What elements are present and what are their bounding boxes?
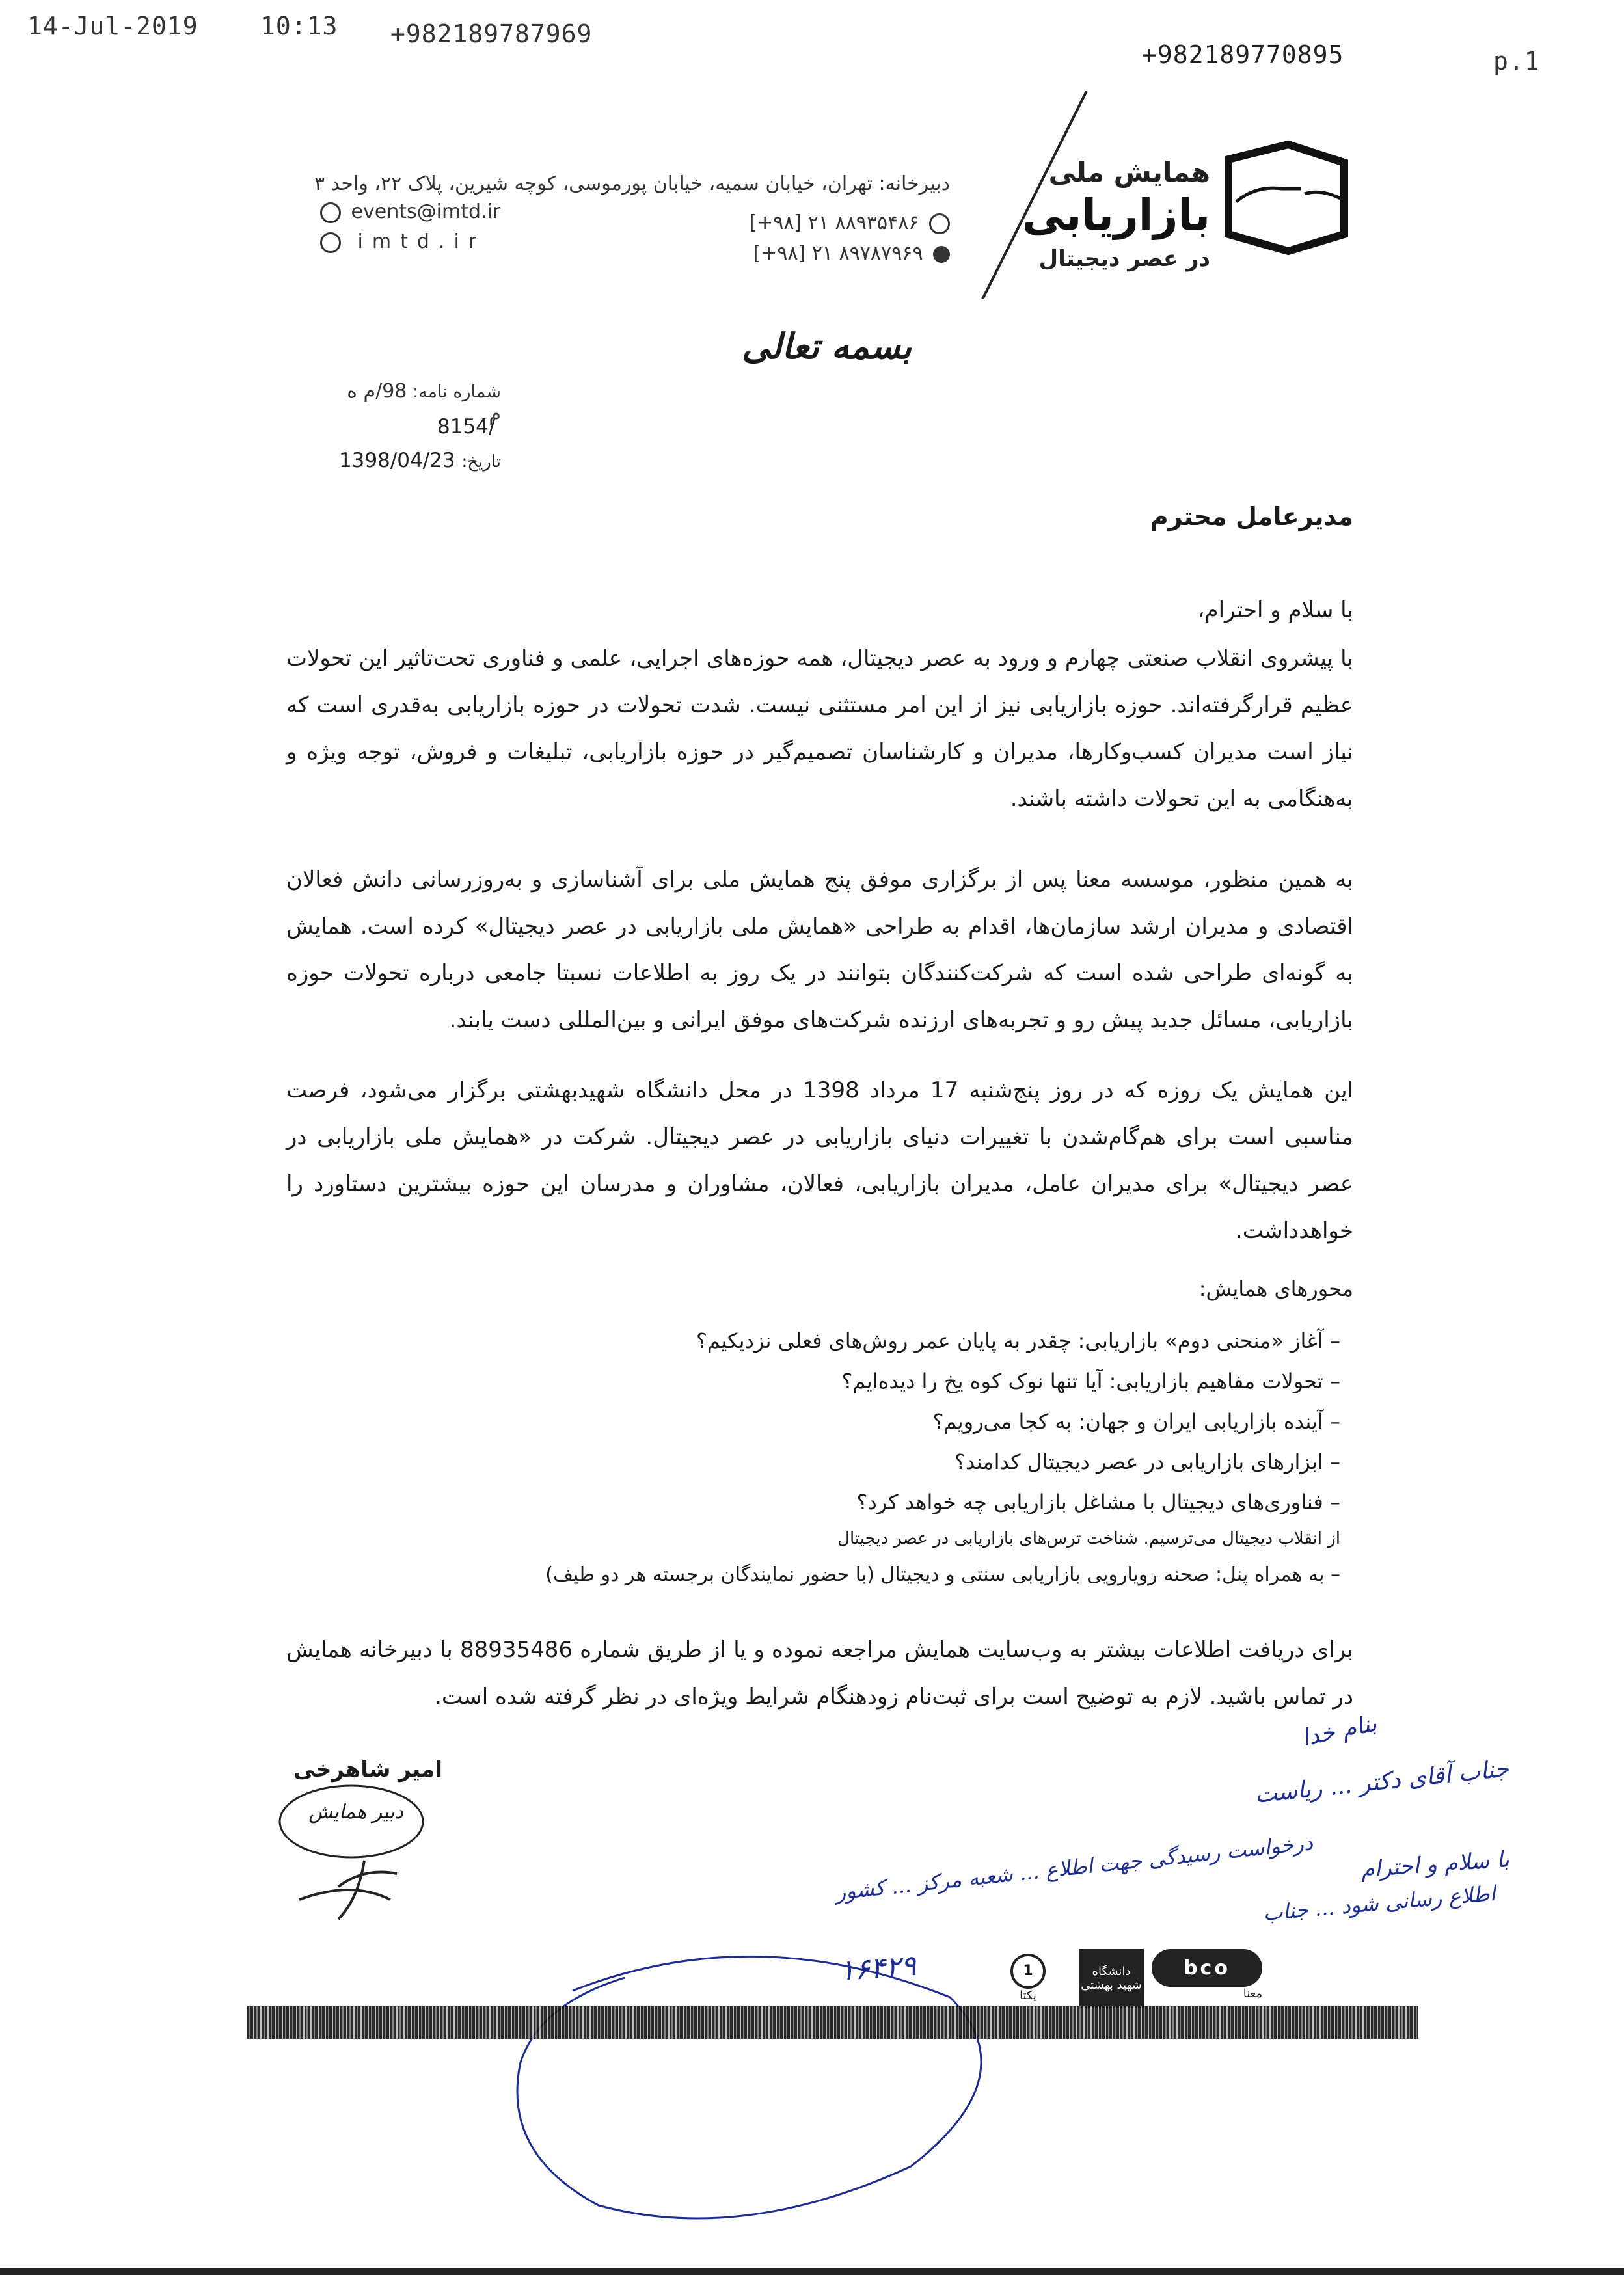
signature-mark xyxy=(260,1770,455,1926)
topics-list xyxy=(455,1321,1340,1595)
ref-number-value: 98/م ه م xyxy=(347,380,501,425)
fax-date: 14-Jul-2019 xyxy=(27,12,198,40)
paragraph-3: این همایش یک روزه که در روز پنج‌شنبه 17 مرداد 1398 در محل دانشگاه شهیدبهشتی برگزار می‌شود، فرصت مناسبی است برای هم‌گام‌شدن با تغییرات دنیای بازاریابی در عصر دیجیتال. شرکت در «همایش ملی بازاریابی در عصر دیجیتال» برای مدیران عامل، مدیران بازاریابی، فعالان، مشاوران و مدرسان این حوزه بیشترین دستاورد را خواهدداشت. xyxy=(286,1077,1353,1244)
signer-title: دبیر همایش xyxy=(308,1801,403,1824)
topic-item: – تحولات مفاهیم بازاریابی: آیا تنها نوک کوه یخ را دیده‌ایم؟ xyxy=(841,1369,1340,1393)
topic-item: – آغاز «منحنی دوم» بازاریابی: چقدر به پایان عمر روش‌های فعلی نزدیکیم؟ xyxy=(696,1328,1340,1353)
letterhead-phone1-row xyxy=(677,211,950,234)
letterhead-title-line2: بازاریابی xyxy=(1022,190,1210,240)
fax-page-number: p.1 xyxy=(1493,47,1540,75)
fax-receiver-number: +982189770895 xyxy=(1142,40,1344,69)
bottom-edge-bar xyxy=(0,2268,1624,2275)
fax-icon xyxy=(933,246,950,263)
greeting-line: با سلام و احترام، xyxy=(1197,597,1353,623)
topic-item: – به همراه پنل: صحنه رویارویی بازاریابی سنتی و دیجیتال (با حضور نمایندگان برجسته هر دو طیف) xyxy=(545,1563,1340,1586)
ref-date-value: 1398/04/23 xyxy=(338,449,455,472)
mana-logo-icon: bco xyxy=(1152,1949,1262,1987)
topic-item: – فناوری‌های دیجیتال با مشاغل بازاریابی چه خواهد کرد؟ xyxy=(856,1490,1340,1514)
yekta-emblem-icon: 1 xyxy=(1010,1954,1046,1989)
ref-date-row xyxy=(325,449,501,472)
letterhead-address: دبیرخانه: تهران، خیابان سمیه، خیابان پورموسی، کوچه شیرین، پلاک ۲۲، واحد ۳ xyxy=(314,172,950,195)
globe-icon xyxy=(320,232,341,253)
letterhead-phone2: [+۹۸] ۲۱ ۸۹۷۸۷۹۶۹ xyxy=(753,242,923,265)
topic-item: – ابزارهای بازاریابی در عصر دیجیتال کدامند؟ xyxy=(954,1449,1340,1474)
handwriting-line5: اطلاع رسانی شود ... جناب xyxy=(1262,1880,1496,1926)
handwriting-line1: بنام خدا xyxy=(1299,1710,1379,1752)
barcode-strip xyxy=(247,2006,1418,2039)
letterhead-email-row xyxy=(320,200,500,223)
paragraph-1: با پیشروی انقلاب صنعتی چهارم و ورود به عصر دیجیتال، همه حوزه‌های اجرایی، علمی و فناوری تحت‌تاثیر این تحولات عظیم قرارگرفته‌اند. حوزه بازاریابی نیز از این امر مستثنی نیست. شدت تحولات در حوزه بازاریابی به‌قدری است که نیاز است مدیران کسب‌وکارها، مدیران و کارشناسان تصمیم‌گیر در حوزه بازاریابی، تبلیغات و فروش، توجه ویژه و به‌هنگامی به این تحولات داشته باشند. xyxy=(286,645,1353,812)
paragraph-2: به همین منظور، موسسه معنا پس از برگزاری موفق پنج همایش ملی برای آشناسازی و به‌روزرسانی دانش فعالان اقتصادی و مدیران ارشد سازمان‌ها، اقدام به طراحی «همایش ملی بازاریابی در عصر دیجیتال» کرده است. همایش به گونه‌ای طراحی شده است که شرکت‌کنندگان بتوانند در یک روز به اطلاعات نسبتا جامعی درباره تحولات حوزه بازاریابی، مسائل جدید پیش رو و تجربه‌های ارزنده شرکت‌های موفق ایرانی و بین‌المللی دست یابند. xyxy=(286,867,1353,1033)
fax-time: 10:13 xyxy=(260,12,338,40)
letterhead-title-line1: همایش ملی xyxy=(1048,156,1210,188)
pen-circle-mark xyxy=(494,1932,1028,2244)
ref-number-label: شماره نامه: xyxy=(412,382,501,402)
topic-item: – آینده بازاریابی ایران و جهان: به کجا می‌رویم؟ xyxy=(932,1409,1340,1434)
letterhead-website-row xyxy=(320,230,485,253)
topics-heading: محورهای همایش: xyxy=(1198,1276,1353,1301)
footer-logo1-label: معنا xyxy=(1243,1987,1262,2000)
email-icon xyxy=(320,202,341,223)
signer-name: امیر شاهرخی xyxy=(293,1757,442,1783)
closing-paragraph: برای دریافت اطلاعات بیشتر به وب‌سایت همایش مراجعه نموده و یا از طریق شماره 88935486 با دبیرخانه همایش در تماس باشید. لازم به توضیح است برای ثبت‌نام زودهنگام شرایط ویژه‌ای در نظر گرفته شده است. xyxy=(286,1637,1353,1710)
letterhead-title-line3: در عصر دیجیتال xyxy=(1038,246,1210,272)
ref-date-label: تاریخ: xyxy=(461,452,501,472)
letterhead-email: events@imtd.ir xyxy=(351,200,501,223)
footer-logo3-label: یکتا xyxy=(1020,1988,1036,2002)
hand-cube-icon xyxy=(1228,144,1344,251)
handwriting-ref-number: ۱۶۴۲۹ xyxy=(838,1948,917,1988)
handwriting-line2: جناب آقای دکتر ... ریاست xyxy=(1253,1755,1510,1809)
fax-sender-number: +982189787969 xyxy=(390,20,593,48)
ref-number-value2: 8154/ xyxy=(437,415,496,438)
basmala: بسمه تعالی xyxy=(742,325,912,367)
footer-logo-mana xyxy=(1152,1949,1262,2009)
footer-logo-yekta xyxy=(989,1952,1067,2004)
footer-logo-sbu xyxy=(1079,1949,1144,2008)
footer-logo2-label: دانشگاه شهید بهشتی xyxy=(1081,1965,1142,1992)
handwriting-line4: درخواست رسیدگی جهت اطلاع ... شعبه مرکز ... کشور xyxy=(834,1830,1314,1905)
letterhead-phone1: [+۹۸] ۲۱ ۸۸۹۳۵۴۸۶ xyxy=(749,211,919,234)
phone-icon xyxy=(929,213,950,234)
topic-item: از انقلاب دیجیتال می‌ترسیم. شناخت ترس‌های بازاریابی در عصر دیجیتال xyxy=(837,1529,1340,1548)
letterhead-website: imtd.ir xyxy=(357,230,486,253)
handwriting-line3: با سلام و احترام xyxy=(1360,1846,1510,1883)
letterhead-phone2-row xyxy=(677,242,950,265)
recipient-line: مدیرعامل محترم xyxy=(1150,502,1353,531)
